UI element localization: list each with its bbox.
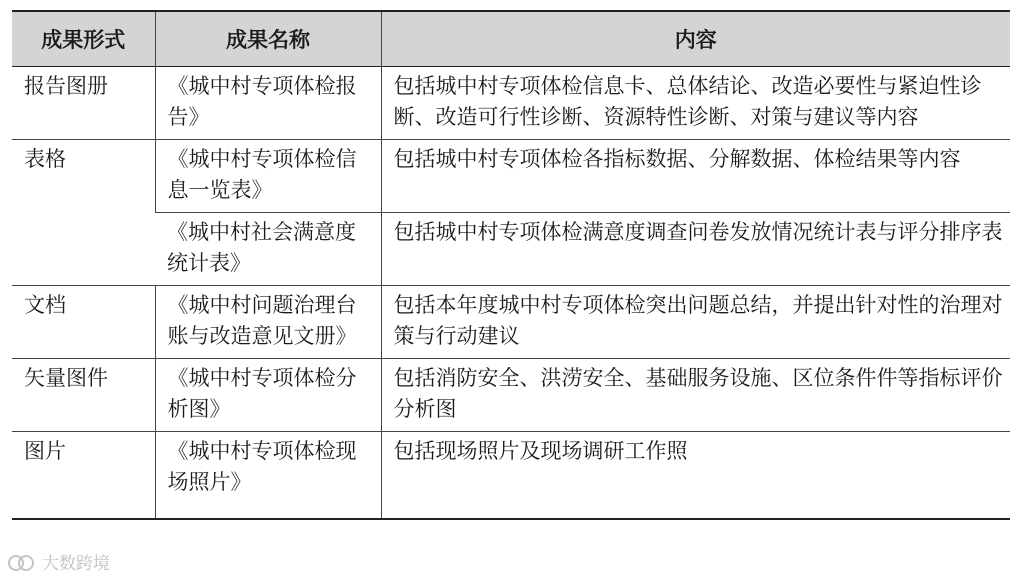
table-row (12, 140, 1010, 213)
cell-name: 《城中村专项体检信息一览表》 (155, 140, 381, 213)
cell-form: 表格 (12, 140, 155, 286)
results-table (12, 10, 1010, 520)
header-row (12, 11, 1010, 67)
cell-content: 包括城中村专项体检满意度调查问卷发放情况统计表与评分排序表 (381, 213, 1010, 286)
cell-name: 《城中村问题治理台账与改造意见文册》 (155, 286, 381, 359)
cell-content: 包括城中村专项体检各指标数据、分解数据、体检结果等内容 (381, 140, 1010, 213)
header-name: 成果名称 (155, 11, 381, 67)
watermark-text: 大数跨境 (42, 554, 110, 574)
cell-form: 矢量图件 (12, 359, 155, 432)
cell-name: 《城中村专项体检报告》 (155, 67, 381, 140)
cell-form: 文档 (12, 286, 155, 359)
table-row (12, 286, 1010, 359)
cell-content: 包括本年度城中村专项体检突出问题总结，并提出针对性的治理对策与行动建议 (381, 286, 1010, 359)
cell-content: 包括现场照片及现场调研工作照 (381, 432, 1010, 520)
header-form: 成果形式 (12, 11, 155, 67)
cell-name: 《城中村专项体检现场照片》 (155, 432, 381, 520)
watermark-logo-icon (8, 553, 38, 571)
cell-form: 报告图册 (12, 67, 155, 140)
table-row (12, 67, 1010, 140)
watermark (8, 549, 110, 574)
header-content: 内容 (381, 11, 1010, 67)
cell-name: 《城中村社会满意度统计表》 (155, 213, 381, 286)
cell-content: 包括消防安全、洪涝安全、基础服务设施、区位条件件等指标评价分析图 (381, 359, 1010, 432)
cell-name: 《城中村专项体检分析图》 (155, 359, 381, 432)
table-row (12, 213, 1010, 286)
cell-form: 图片 (12, 432, 155, 520)
cell-content: 包括城中村专项体检信息卡、总体结论、改造必要性与紧迫性诊断、改造可行性诊断、资源特性诊断、对策与建议等内容 (381, 67, 1010, 140)
table-row (12, 359, 1010, 432)
table-row (12, 432, 1010, 520)
